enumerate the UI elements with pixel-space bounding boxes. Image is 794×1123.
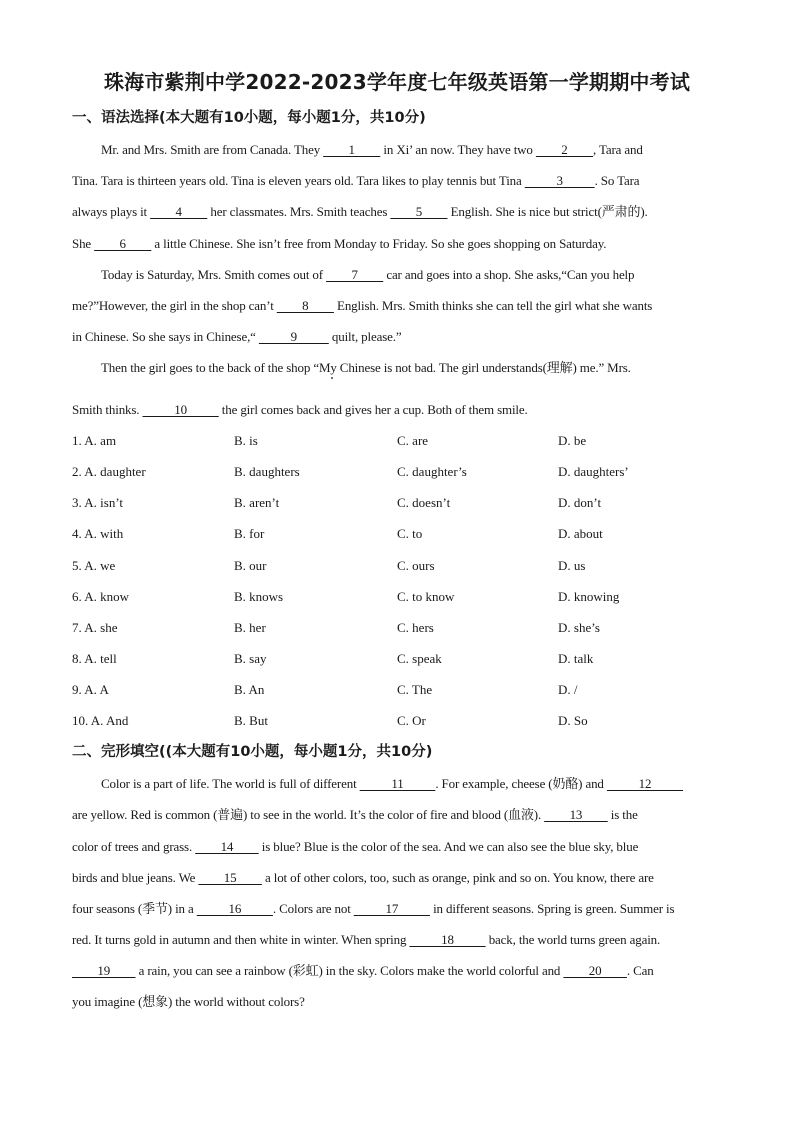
option-d: D. talk [558, 651, 594, 666]
passage-text: the girl comes back and gives her a cup. Both of them smile. [218, 402, 528, 417]
section-1-passage-line [101, 141, 643, 159]
answer-blank: 6 [94, 236, 152, 251]
passage-text: quilt, please.” [328, 329, 402, 344]
option-c: C. to [397, 526, 423, 541]
section-1-passage-line [101, 266, 634, 284]
option-d: D. us [558, 558, 586, 573]
passage-text: Color is a part of life. The world is full of different [101, 776, 360, 791]
answer-blank: 14 [195, 839, 259, 854]
passage-text: color of trees and grass. [72, 839, 196, 854]
option-a: 8. A. tell [72, 651, 117, 666]
section-1-passage-line [72, 328, 401, 346]
passage-text: Today is Saturday, Mrs. Smith comes out of [101, 267, 327, 282]
section-2-heading: 二、完形填空((本大题有10小题，每小题1分，共10分) [72, 744, 433, 760]
passage-text: is blue? Blue is the color of the sea. And we can also see the blue sky, blue [258, 839, 639, 854]
stray-dot-mark [331, 377, 333, 379]
option-a: 3. A. isn’t [72, 495, 124, 510]
option-b: B. But [234, 713, 268, 728]
answer-blank: 1 [323, 142, 381, 157]
passage-text: , Tara and [593, 142, 643, 157]
option-b: B. daughters [234, 464, 300, 479]
passage-text: in Xi’ an now. They have two [380, 142, 536, 157]
section-2-passage-line [72, 869, 654, 887]
section-2-passage-line [72, 993, 305, 1011]
section-1-passage-line [72, 235, 606, 253]
answer-blank: 3 [524, 173, 595, 188]
passage-text: four seasons (季节) in a [72, 901, 197, 916]
passage-text: always plays it [72, 204, 151, 219]
passage-text: you imagine (想象) the world without colors? [72, 994, 305, 1009]
option-d: D. she’s [558, 620, 600, 635]
section-2-passage-line [101, 775, 683, 793]
option-c: C. doesn’t [397, 495, 451, 510]
passage-text: a lot of other colors, too, such as orange, pink and so on. You know, there are [261, 870, 654, 885]
section-2-passage-line [72, 962, 654, 980]
answer-blank: 8 [276, 298, 334, 313]
answer-blank: 12 [606, 776, 684, 791]
option-b: B. her [234, 620, 266, 635]
option-b: B. say [234, 651, 267, 666]
option-a: 7. A. she [72, 620, 118, 635]
section-2-passage-line [72, 900, 674, 918]
answer-blank: 10 [142, 402, 219, 417]
answer-blank: 13 [544, 807, 608, 822]
passage-text: . So Tara [594, 173, 640, 188]
answer-blank: 19 [72, 963, 136, 978]
passage-text: a rain, you can see a rainbow (彩虹) in the sky. Colors make the world colorful and [135, 963, 564, 978]
option-d: D. about [558, 526, 603, 541]
passage-text: in different seasons. Spring is green. Summer is [429, 901, 675, 916]
answer-blank: 4 [150, 204, 208, 219]
answer-blank: 15 [198, 870, 262, 885]
section-1-passage-line [72, 401, 528, 419]
option-b: B. for [234, 526, 265, 541]
passage-text: Mr. and Mrs. Smith are from Canada. They [101, 142, 324, 157]
passage-text: red. It turns gold in autumn and then white in winter. When spring [72, 932, 410, 947]
section-2-passage-line [72, 806, 638, 824]
passage-text: me?”However, the girl in the shop can’t [72, 298, 277, 313]
answer-blank: 20 [563, 963, 627, 978]
section-1-passage-line [72, 172, 639, 190]
passage-text: a little Chinese. She isn’t free from Monday to Friday. So she goes shopping on Saturday. [151, 236, 607, 251]
option-a: 1. A. am [72, 433, 117, 448]
option-b: B. knows [234, 589, 284, 604]
passage-text: She [72, 236, 95, 251]
section-1-passage-line [101, 359, 631, 377]
option-a: 4. A. with [72, 526, 124, 541]
passage-text: Smith thinks. [72, 402, 143, 417]
option-d: D. be [558, 433, 587, 448]
answer-blank: 11 [359, 776, 436, 791]
option-c: C. ours [397, 558, 435, 573]
option-d: D. / [558, 682, 578, 697]
passage-text: back, the world turns green again. [485, 932, 661, 947]
option-b: B. An [234, 682, 265, 697]
answer-blank: 17 [353, 901, 430, 916]
option-c: C. hers [397, 620, 434, 635]
option-d: D. don’t [558, 495, 602, 510]
section-1-heading: 一、语法选择(本大题有10小题，每小题1分，共10分) [72, 110, 426, 126]
exam-title: 珠海市紫荆中学2022-2023学年度七年级英语第一学期期中考试 [103, 70, 691, 94]
passage-text: her classmates. Mrs. Smith teaches [207, 204, 391, 219]
passage-text: car and goes into a shop. She asks,“Can you help [383, 267, 635, 282]
passage-text: . Colors are not [272, 901, 354, 916]
passage-text: are yellow. Red is common (普遍) to see in the world. It’s the color of fire and blood (血液). [72, 807, 545, 822]
option-b: B. our [234, 558, 267, 573]
answer-blank: 9 [258, 329, 329, 344]
answer-blank: 5 [390, 204, 448, 219]
option-c: C. Or [397, 713, 426, 728]
option-c: C. speak [397, 651, 442, 666]
passage-text: . Can [626, 963, 654, 978]
option-a: 6. A. know [72, 589, 130, 604]
passage-text: birds and blue jeans. We [72, 870, 199, 885]
passage-text: . For example, cheese (奶酪) and [435, 776, 607, 791]
passage-text: in Chinese. So she says in Chinese,“ [72, 329, 259, 344]
passage-text: English. Mrs. Smith thinks she can tell the girl what she wants [333, 298, 653, 313]
option-c: C. The [397, 682, 433, 697]
option-b: B. aren’t [234, 495, 280, 510]
option-d: D. daughters’ [558, 464, 629, 479]
passage-text: English. She is nice but strict(严肃的). [447, 204, 648, 219]
passage-text: Tina. Tara is thirteen years old. Tina is eleven years old. Tara likes to play tennis but Tina [72, 173, 525, 188]
section-2-passage-line [72, 838, 638, 856]
section-1-passage-line [72, 297, 652, 315]
option-c: C. to know [397, 589, 455, 604]
passage-text: Then the girl goes to the back of the shop “My Chinese is not bad. The girl understands(理解) me.” Mrs. [101, 360, 631, 375]
passage-text: is the [607, 807, 638, 822]
option-c: C. are [397, 433, 429, 448]
option-d: D. knowing [558, 589, 620, 604]
section-2-passage-line [72, 931, 660, 949]
option-a: 9. A. A [72, 682, 109, 697]
option-a: 5. A. we [72, 558, 116, 573]
option-a: 10. A. And [72, 713, 129, 728]
answer-blank: 7 [326, 267, 384, 282]
answer-blank: 18 [409, 932, 486, 947]
option-b: B. is [234, 433, 258, 448]
option-c: C. daughter’s [397, 464, 467, 479]
answer-blank: 2 [535, 142, 594, 157]
option-d: D. So [558, 713, 588, 728]
option-a: 2. A. daughter [72, 464, 146, 479]
section-1-passage-line [72, 203, 648, 221]
answer-blank: 16 [196, 901, 273, 916]
